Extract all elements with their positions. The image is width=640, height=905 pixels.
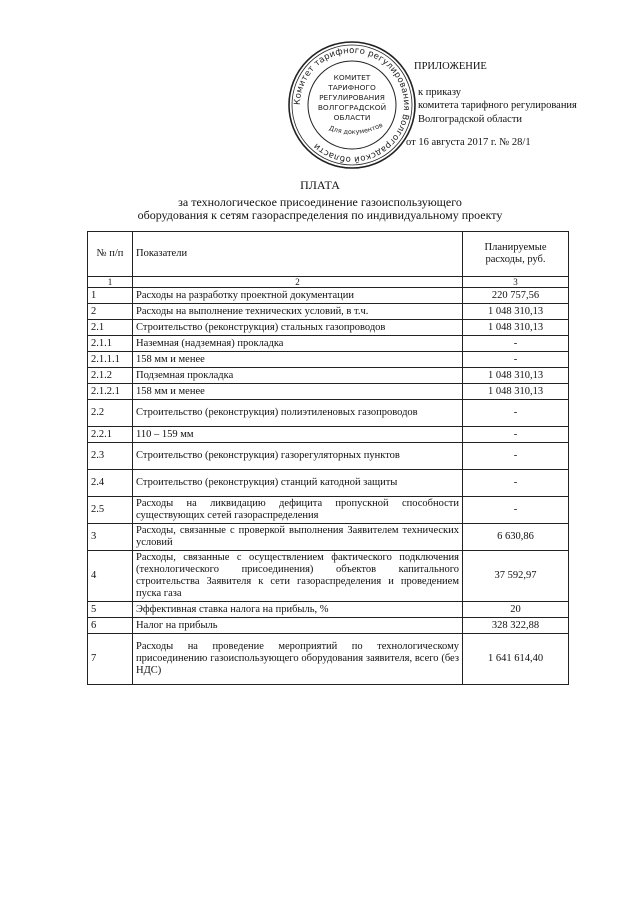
annex-block <box>400 60 630 150</box>
row-indicator: Строительство (реконструкция) газорегуляторных пунктов <box>133 443 463 470</box>
row-cost: 1 048 310,13 <box>463 384 569 400</box>
row-num: 3 <box>88 524 133 551</box>
svg-text:Для документов <box>328 121 384 136</box>
table-row <box>88 288 569 304</box>
row-indicator: Расходы на проведение мероприятий по технологическому присоединению газоиспользующего оборудования заявителя, всего (без НДС) <box>133 634 463 685</box>
cost-table <box>87 231 569 685</box>
row-indicator: Подземная прокладка <box>133 368 463 384</box>
table-row <box>88 551 569 602</box>
row-indicator: Наземная (надземная) прокладка <box>133 336 463 352</box>
row-cost: 328 322,88 <box>463 618 569 634</box>
annex-date: от 16 августа 2017 г. № 28/1 <box>406 137 531 148</box>
row-indicator: Строительство (реконструкция) полиэтиленовых газопроводов <box>133 400 463 427</box>
row-num: 2.1.1 <box>88 336 133 352</box>
row-indicator: Расходы, связанные с осуществлением фактического подключения (технологического присоединения) объектов капитального строительства Заявителя к сети газораспределения и проведением пуска газа <box>133 551 463 602</box>
table-row <box>88 427 569 443</box>
row-indicator: Расходы на разработку проектной документации <box>133 288 463 304</box>
row-cost: 1 048 310,13 <box>463 320 569 336</box>
seal-line-3: РЕГУЛИРОВАНИЯ <box>319 93 385 102</box>
row-indicator: Эффективная ставка налога на прибыль, % <box>133 602 463 618</box>
row-num: 2.1.2.1 <box>88 384 133 400</box>
annex-line-3: Волгоградской области <box>418 113 523 125</box>
row-cost: 20 <box>463 602 569 618</box>
row-cost: - <box>463 336 569 352</box>
table-row <box>88 470 569 497</box>
row-indicator: 110 – 159 мм <box>133 427 463 443</box>
column-index-1: 1 <box>88 277 133 288</box>
row-cost: - <box>463 400 569 427</box>
table-row <box>88 320 569 336</box>
row-cost: - <box>463 427 569 443</box>
official-seal-icon <box>285 38 419 172</box>
row-cost: 220 757,56 <box>463 288 569 304</box>
table-row <box>88 634 569 685</box>
table-row <box>88 384 569 400</box>
row-num: 4 <box>88 551 133 602</box>
seal-line-1: КОМИТЕТ <box>333 73 371 82</box>
column-index-2: 2 <box>133 277 463 288</box>
row-cost: - <box>463 470 569 497</box>
row-cost: 6 630,86 <box>463 524 569 551</box>
row-indicator: Расходы на ликвидацию дефицита пропускной способности существующих сетей газораспределения <box>133 497 463 524</box>
row-cost: 37 592,97 <box>463 551 569 602</box>
row-num: 6 <box>88 618 133 634</box>
row-num: 1 <box>88 288 133 304</box>
annex-heading: ПРИЛОЖЕНИЕ <box>414 61 487 72</box>
row-num: 2.1.1.1 <box>88 352 133 368</box>
annex-line-1: к приказу <box>418 86 461 98</box>
seal-ring-text: Комитет тарифного регулирования Волгоградской области <box>292 45 412 165</box>
row-num: 2.2.1 <box>88 427 133 443</box>
table-row <box>88 336 569 352</box>
row-cost: - <box>463 497 569 524</box>
row-cost: - <box>463 443 569 470</box>
row-cost: - <box>463 352 569 368</box>
row-indicator: Строительство (реконструкция) станций катодной защиты <box>133 470 463 497</box>
table-row <box>88 400 569 427</box>
row-indicator: Налог на прибыль <box>133 618 463 634</box>
row-num: 7 <box>88 634 133 685</box>
table-row <box>88 497 569 524</box>
table-row <box>88 443 569 470</box>
document-title: ПЛАТА <box>300 178 340 192</box>
row-num: 2.5 <box>88 497 133 524</box>
row-cost: 1 048 310,13 <box>463 368 569 384</box>
header-cost: Планируемые расходы, руб. <box>463 232 569 277</box>
row-num: 2.2 <box>88 400 133 427</box>
header-num: № п/п <box>88 232 133 277</box>
document-subtitle-line-2: оборудования к сетям газораспределения по индивидуальному проекту <box>137 208 503 222</box>
table-row <box>88 368 569 384</box>
row-cost: 1 048 310,13 <box>463 304 569 320</box>
seal-line-4: ВОЛГОГРАДСКОЙ <box>317 103 387 112</box>
row-num: 2.1.2 <box>88 368 133 384</box>
table-row <box>88 602 569 618</box>
row-num: 5 <box>88 602 133 618</box>
row-indicator: Строительство (реконструкция) стальных газопроводов <box>133 320 463 336</box>
row-num: 2 <box>88 304 133 320</box>
table-header-row <box>88 232 569 277</box>
row-indicator: Расходы на выполнение технических условий, в т.ч. <box>133 304 463 320</box>
row-num: 2.3 <box>88 443 133 470</box>
table-row <box>88 524 569 551</box>
row-indicator: 158 мм и менее <box>133 384 463 400</box>
seal-line-2: ТАРИФНОГО <box>328 83 376 92</box>
seal-line-5: ОБЛАСТИ <box>333 113 371 122</box>
document-subtitle-line-1: за технологическое присоединение газоиспользующего <box>178 195 462 209</box>
table-row <box>88 618 569 634</box>
row-indicator: Расходы, связанные с проверкой выполнения Заявителем технических условий <box>133 524 463 551</box>
row-cost: 1 641 614,40 <box>463 634 569 685</box>
row-indicator: 158 мм и менее <box>133 352 463 368</box>
table-row <box>88 304 569 320</box>
seal-bottom-text: Для документов <box>328 120 385 137</box>
column-index-row <box>88 277 569 288</box>
row-num: 2.4 <box>88 470 133 497</box>
column-index-3: 3 <box>463 277 569 288</box>
row-num: 2.1 <box>88 320 133 336</box>
annex-line-2: комитета тарифного регулирования <box>418 100 577 111</box>
table-row <box>88 352 569 368</box>
header-indicator: Показатели <box>133 232 463 277</box>
